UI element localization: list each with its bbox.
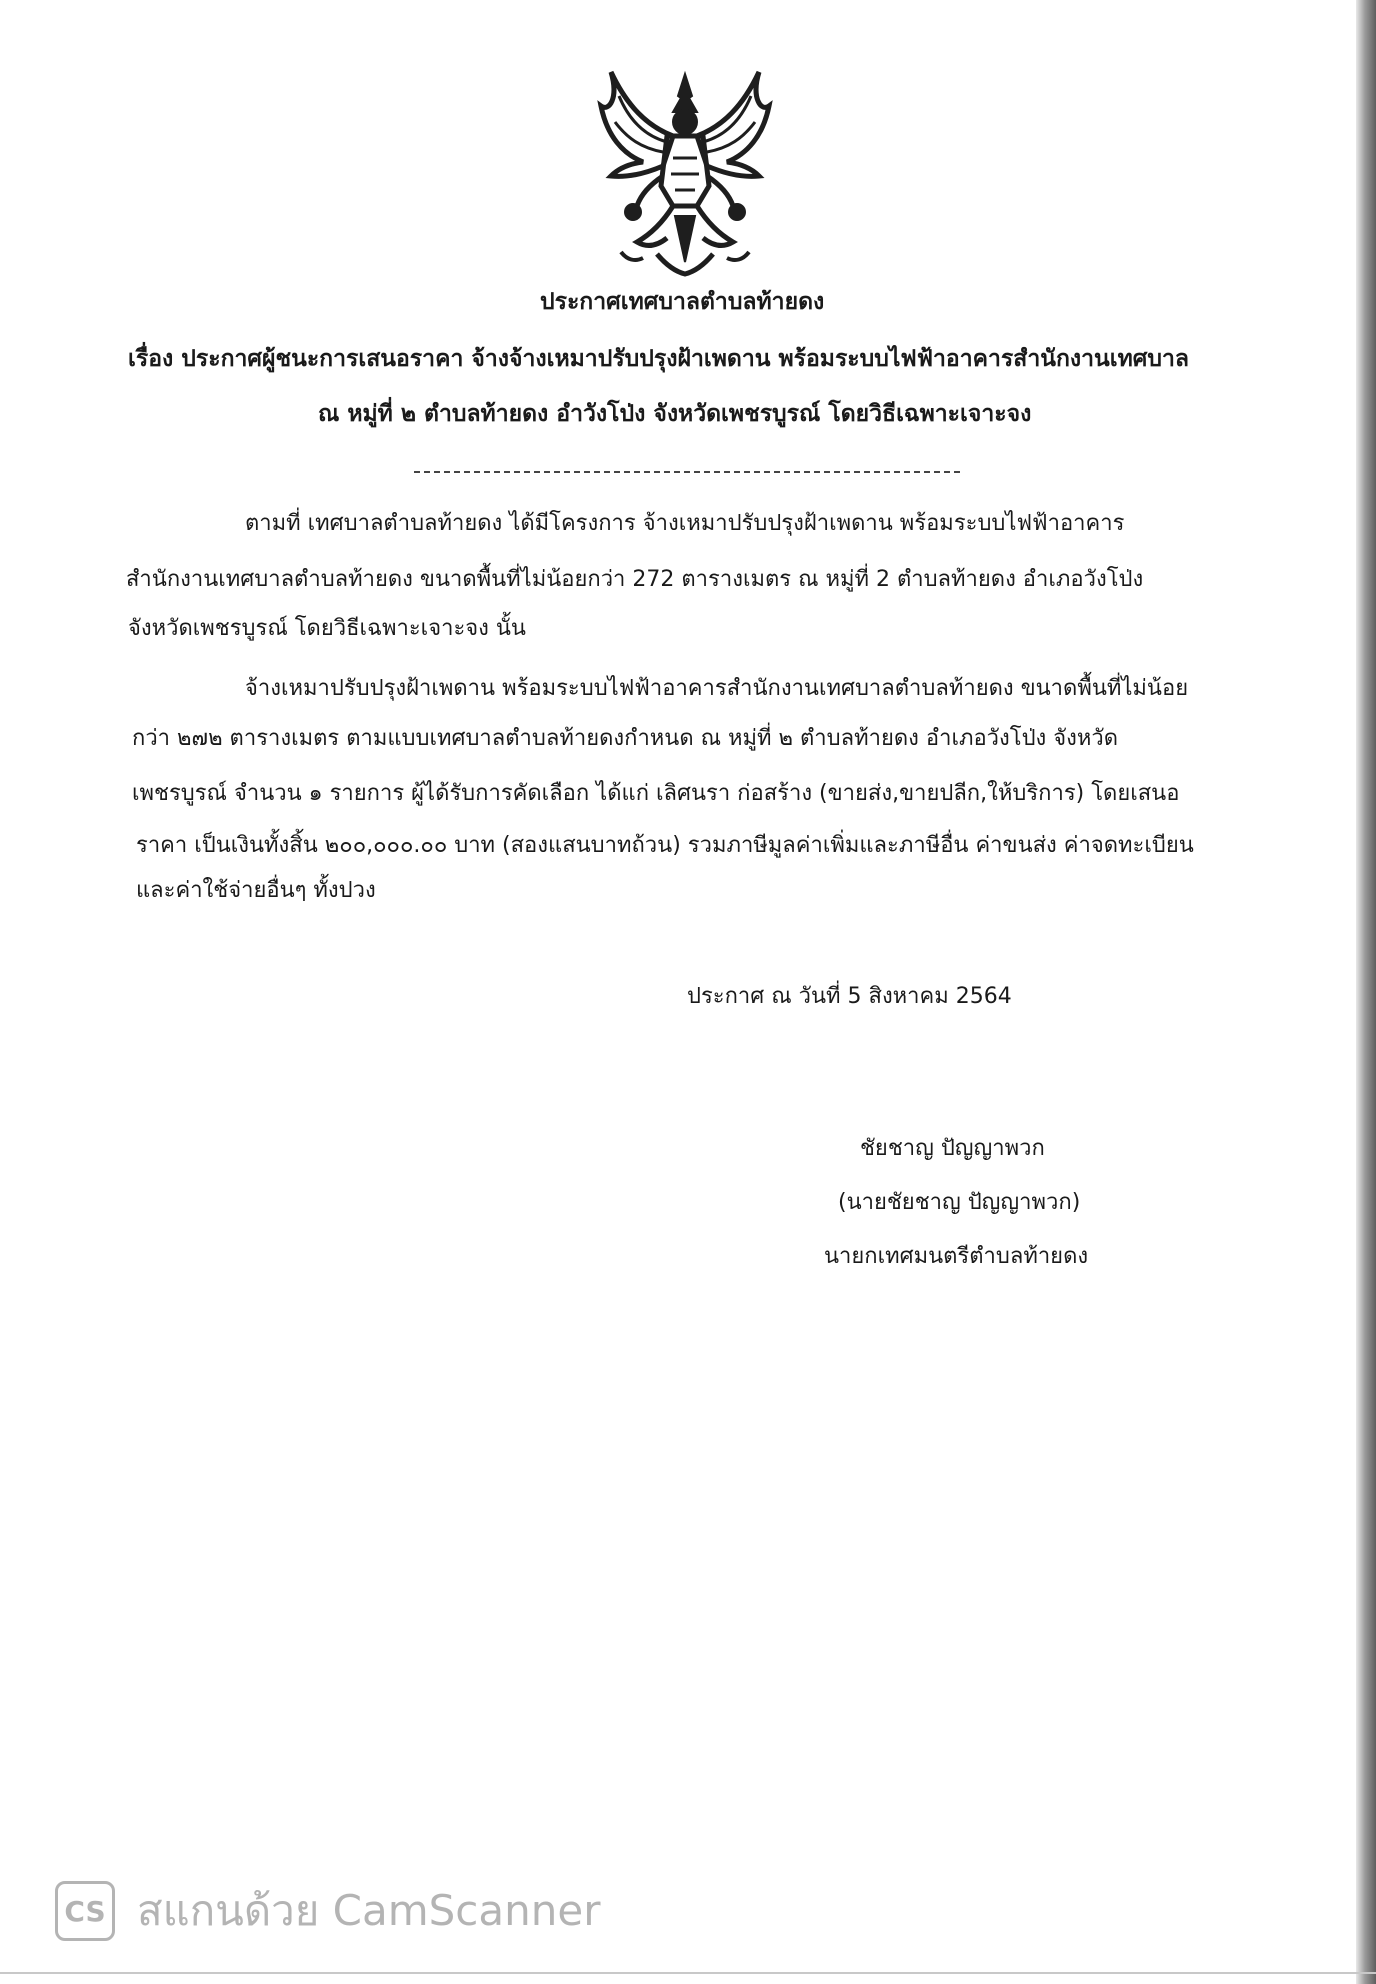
camscanner-logo-icon: CS <box>55 1881 115 1941</box>
paragraph-2-line-4: ราคา เป็นเงินทั้งสิ้น ๒๐๐,๐๐๐.๐๐ บาท (สองแสนบาทถ้วน) รวมภาษีมูลค่าเพิ่มและภาษีอื่น ค่าขนส่ง ค่าจดทะเบียน <box>136 833 1194 858</box>
garuda-emblem-icon <box>597 66 773 282</box>
signer-name: (นายชัยชาญ ปัญญาพวก) <box>838 1190 1081 1215</box>
title-divider <box>414 471 960 473</box>
paragraph-1-line-2: สำนักงานเทศบาลตำบลท้ายดง ขนาดพื้นที่ไม่น้อยกว่า 272 ตารางเมตร ณ หมู่ที่ 2 ตำบลท้ายดง อำเภอวังโป่ง <box>126 567 1144 592</box>
paragraph-1-line-3: จังหวัดเพชรบูรณ์ โดยวิธีเฉพาะเจาะจง นั้น <box>128 616 526 641</box>
document-title: ประกาศเทศบาลตำบลท้ายดง <box>540 289 825 315</box>
signer-position: นายกเทศมนตรีตำบลท้ายดง <box>824 1244 1089 1269</box>
paragraph-1-line-1: ตามที่ เทศบาลตำบลท้ายดง ได้มีโครงการ จ้างเหมาปรับปรุงฝ้าเพดาน พร้อมระบบไฟฟ้าอาคาร <box>245 511 1125 536</box>
subject-line-2: ณ หมู่ที่ ๒ ตำบลท้ายดง อำวังโป่ง จังหวัดเพชรบูรณ์ โดยวิธีเฉพาะเจาะจง <box>318 401 1032 427</box>
scan-bottom-edge <box>0 1972 1376 1974</box>
paragraph-2-line-5: และค่าใช้จ่ายอื่นๆ ทั้งปวง <box>136 878 376 903</box>
subject-line-1: เรื่อง ประกาศผู้ชนะการเสนอราคา จ้างจ้างเหมาปรับปรุงฝ้าเพดาน พร้อมระบบไฟฟ้าอาคารสำนักงานเทศบาล <box>128 346 1189 372</box>
paragraph-2-line-3: เพชรบูรณ์ จำนวน ๑ รายการ ผู้ได้รับการคัดเลือก ได้แก่ เลิศนรา ก่อสร้าง (ขายส่ง,ขายปลีก,ให้บริการ) โดยเสนอ <box>132 781 1180 806</box>
paragraph-2-line-2: กว่า ๒๗๒ ตารางเมตร ตามแบบเทศบาลตำบลท้ายดงกำหนด ณ หมู่ที่ ๒ ตำบลท้ายดง อำเภอวังโป่ง จังหวัด <box>132 726 1119 751</box>
camscanner-watermark <box>55 1880 600 1942</box>
watermark-text: สแกนด้วย CamScanner <box>137 1886 601 1935</box>
announcement-date: ประกาศ ณ วันที่ 5 สิงหาคม 2564 <box>687 984 1012 1009</box>
paragraph-2-line-1: จ้างเหมาปรับปรุงฝ้าเพดาน พร้อมระบบไฟฟ้าอาคารสำนักงานเทศบาลตำบลท้ายดง ขนาดพื้นที่ไม่น้อย <box>245 676 1189 701</box>
scan-edge-shadow <box>1356 0 1376 1984</box>
signature: ชัยชาญ ปัญญาพวก <box>860 1136 1045 1161</box>
